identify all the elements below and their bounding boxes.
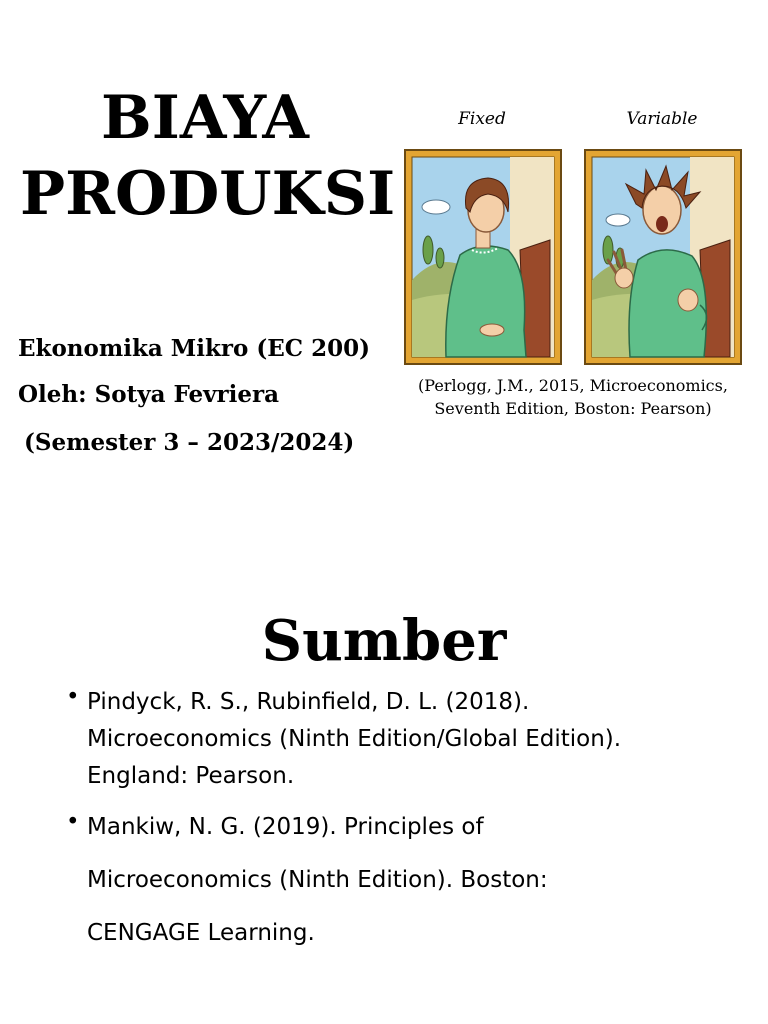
sources-title: Sumber [261,608,507,674]
caption-line-1: (Perlogg, J.M., 2015, Microeconomics, [418,376,728,395]
fixed-variable-cartoon [400,100,746,372]
caption-line-2: Seventh Edition, Boston: Pearson) [434,399,712,418]
reference-line: England: Pearson. [87,763,295,789]
reference-item [66,684,746,795]
reference-line: Microeconomics (Ninth Edition). Boston: [87,867,548,893]
variable-panel [585,150,741,364]
bullet-icon: • [66,809,80,835]
bullet-icon: • [66,684,80,710]
label-fixed: Fixed [458,109,506,129]
reference-line: Mankiw, N. G. (2019). Principles of [87,814,484,840]
title-line-2: PRODUKSI [20,159,396,229]
label-variable: Variable [626,109,698,129]
reference-line: Microeconomics (Ninth Edition/Global Edition). [87,726,622,752]
author-name: Oleh: Sotya Fevriera [18,381,280,408]
reference-list [66,684,746,960]
image-citation [400,374,746,420]
reference-line: Pindyck, R. S., Rubinfield, D. L. (2018). [87,689,530,715]
reference-item [66,801,746,960]
sources-slide [0,512,768,1024]
reference-line: CENGAGE Learning. [87,920,315,946]
fixed-panel [405,150,561,364]
slide-title [20,80,396,232]
title-line-1: BIAYA [101,83,309,153]
course-name: Ekonomika Mikro (EC 200) [18,335,371,362]
semester-info: (Semester 3 – 2023/2024) [24,429,355,456]
